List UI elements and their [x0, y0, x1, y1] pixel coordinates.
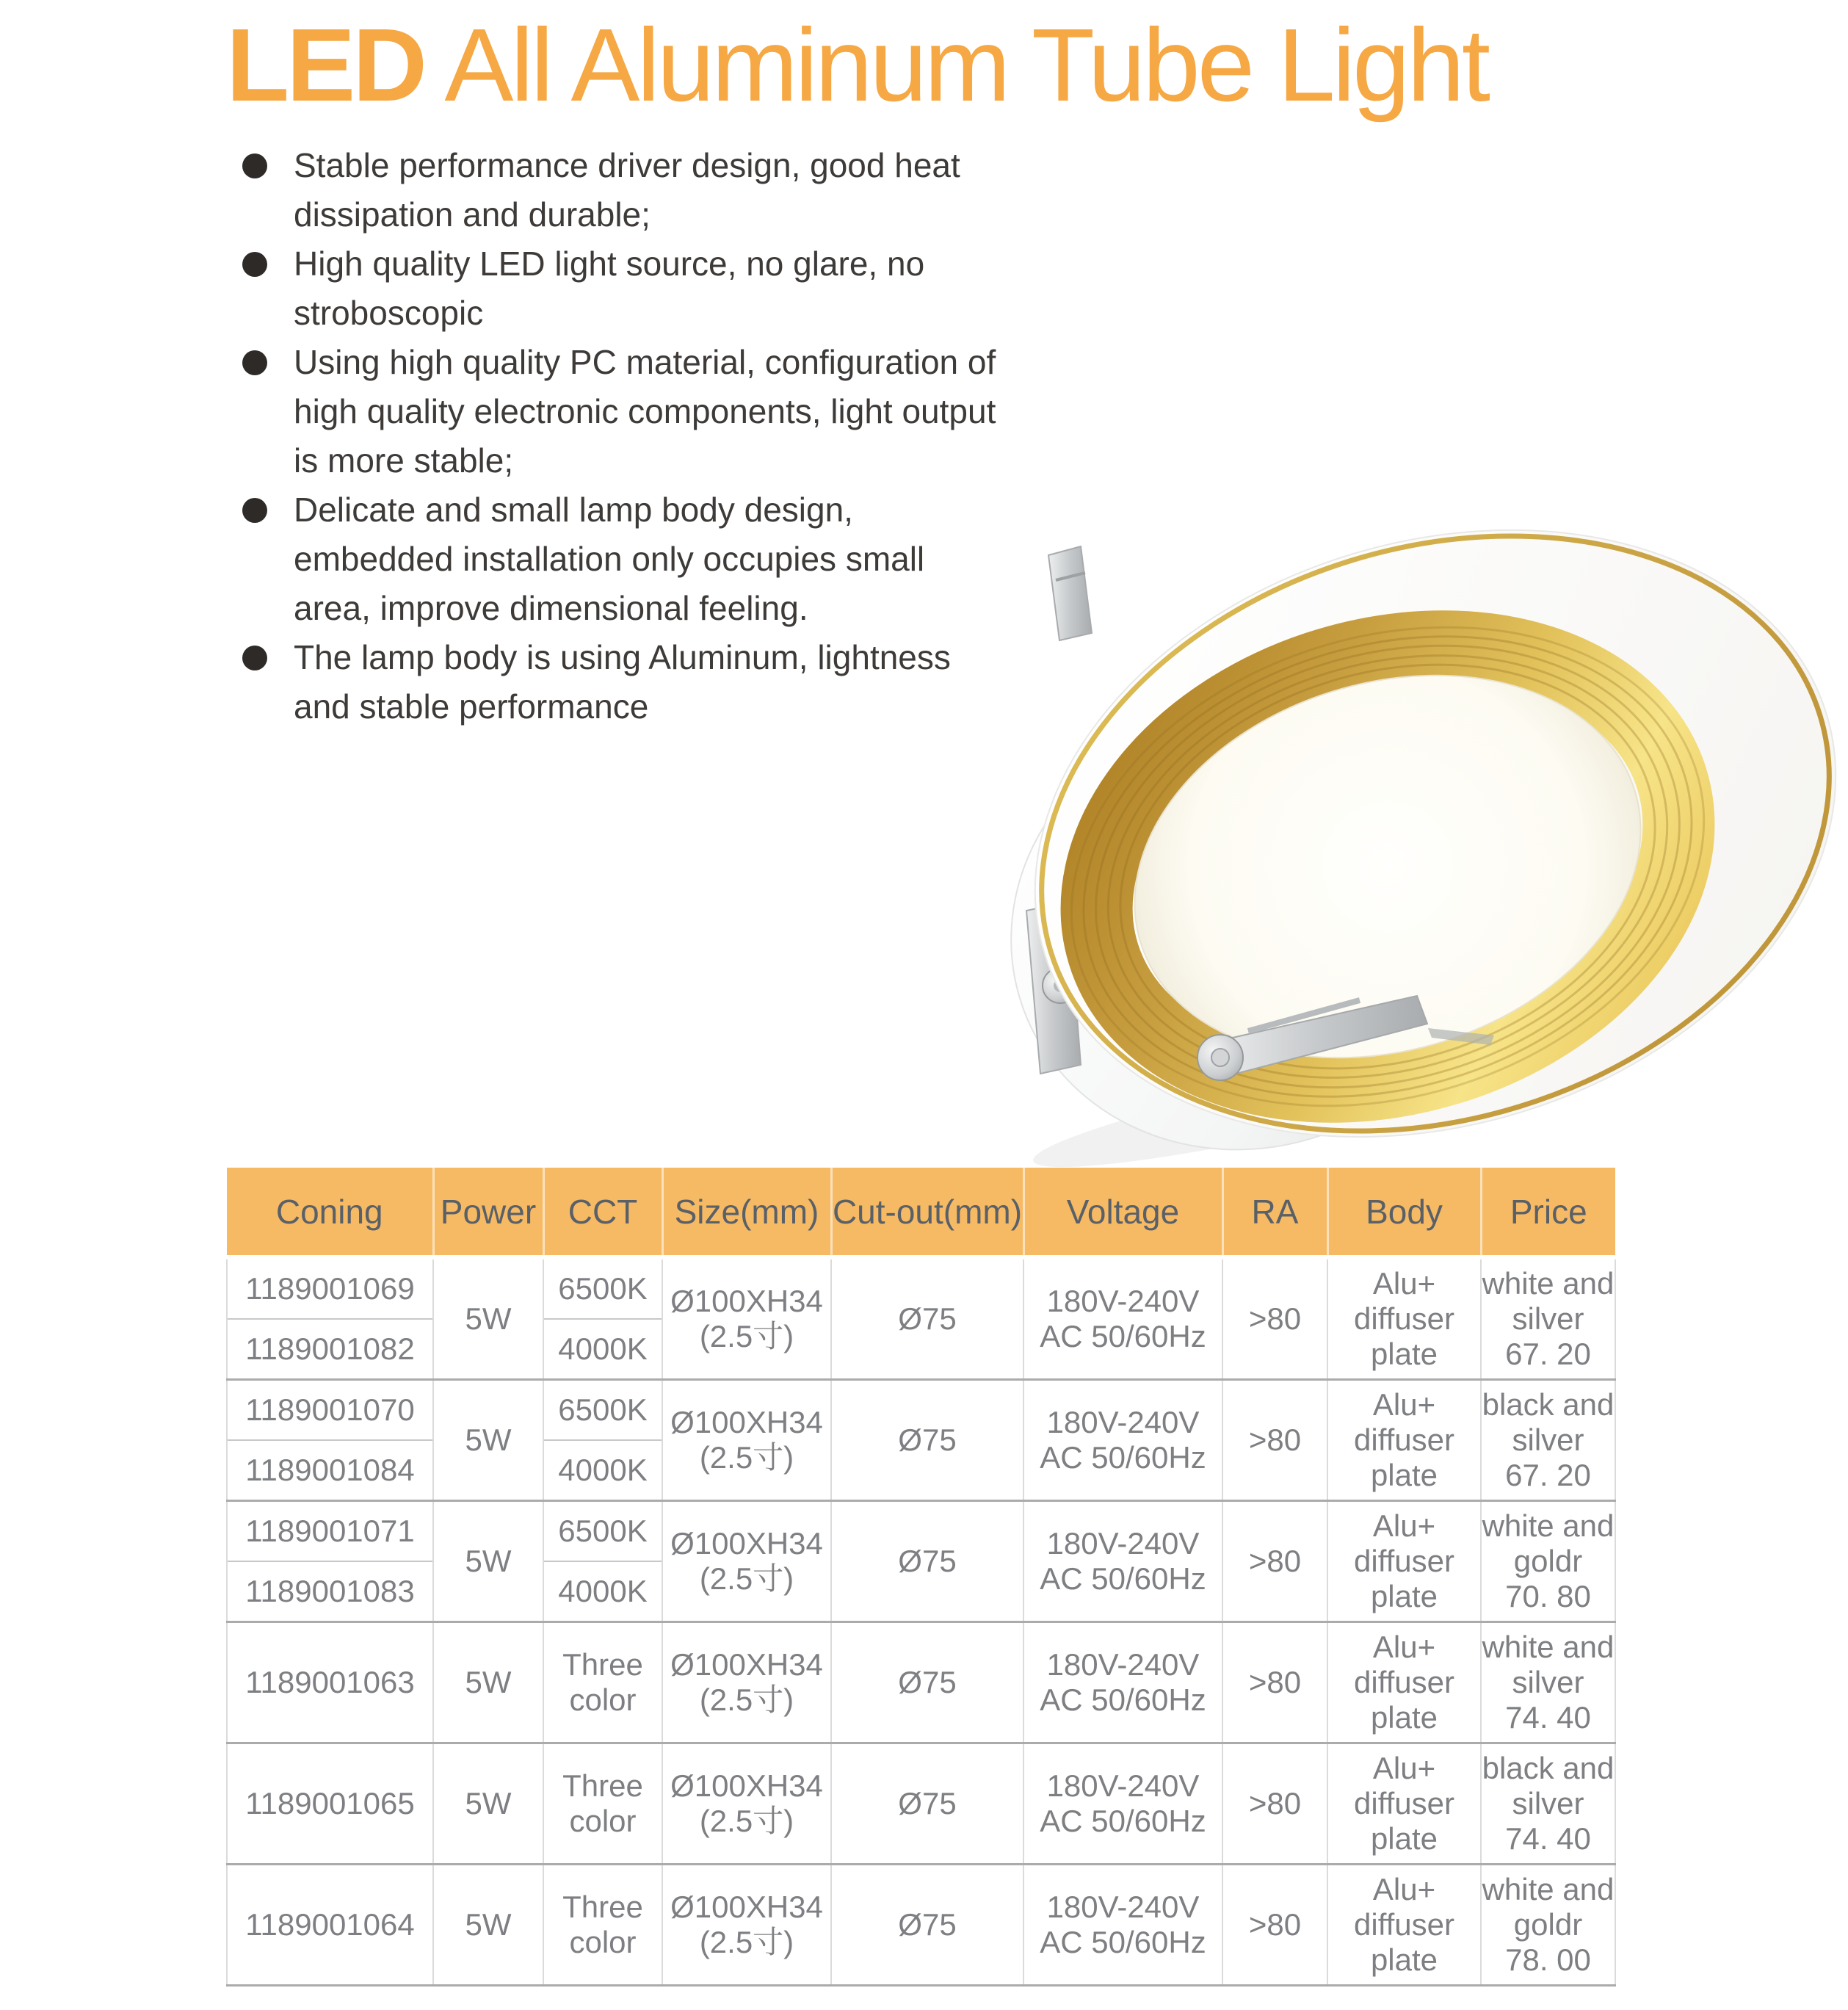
feature-line: High quality LED light source, no glare, no: [294, 245, 925, 283]
cell-voltage: [1023, 1743, 1222, 1865]
cell-cct: [543, 1743, 662, 1865]
column-header-power: Power: [433, 1168, 543, 1257]
cell-lines: [228, 1907, 432, 1942]
split-cell: [228, 1259, 432, 1378]
cell-coning: [227, 1257, 433, 1380]
column-header-size-mm: Size(mm): [662, 1168, 831, 1257]
cell-value: Ø75: [898, 1907, 957, 1942]
cell-line: 180V-240V: [1046, 1526, 1200, 1561]
cell-price: [1481, 1257, 1615, 1380]
cell-lines: [1328, 1508, 1480, 1614]
cell-price: [1481, 1743, 1615, 1865]
cell-body: [1327, 1622, 1481, 1743]
cell-body: [1327, 1865, 1481, 1986]
cell-line: 1189001063: [245, 1665, 415, 1699]
cell-ra: [1222, 1865, 1327, 1986]
cell-value: Ø75: [898, 1301, 957, 1336]
cell-line: (2.5寸): [699, 1319, 794, 1353]
cell-line: Ø100XH34: [670, 1526, 823, 1561]
cell-lines: [1024, 1647, 1222, 1718]
cell-lines: [663, 1890, 830, 1960]
cell-line: 1189001084: [245, 1453, 415, 1487]
cell-value: >80: [1248, 1665, 1302, 1699]
cell-line: AC 50/60Hz: [1040, 1682, 1206, 1717]
table-row: [227, 1865, 1615, 1986]
price-cell-lines: [1482, 1266, 1615, 1372]
cell-body: [1327, 1380, 1481, 1501]
cell-line: 6500K: [544, 1259, 662, 1320]
column-header-cct: CCT: [543, 1168, 662, 1257]
cell-line: AC 50/60Hz: [1040, 1319, 1206, 1353]
cell-size: [662, 1380, 831, 1501]
column-header-body: Body: [1327, 1168, 1481, 1257]
feature-line: and stable performance: [294, 687, 649, 726]
feature-line: The lamp body is using Aluminum, lightness: [294, 638, 951, 676]
cell-line: Ø100XH34: [670, 1284, 823, 1318]
cell-line: Alu+: [1372, 1266, 1436, 1301]
cell-price: [1481, 1622, 1615, 1743]
cell-line: Ø100XH34: [670, 1405, 823, 1439]
cell-ra: [1222, 1257, 1327, 1380]
cell-lines: [1328, 1387, 1480, 1493]
cell-ra: [1222, 1380, 1327, 1501]
cell-line: Ø100XH34: [670, 1890, 823, 1924]
split-cell: [544, 1381, 662, 1500]
cell-lines: [1328, 1630, 1480, 1735]
cell-line: diffuser: [1354, 1907, 1454, 1942]
cell-value: >80: [1248, 1544, 1302, 1578]
price-value: 74. 40: [1505, 1700, 1591, 1735]
cell-lines: [544, 1890, 662, 1960]
cell-lines: [663, 1405, 830, 1475]
cell-line: Alu+: [1372, 1630, 1436, 1664]
cell-lines: [663, 1526, 830, 1597]
cell-cutout: [831, 1501, 1023, 1622]
cell-cct: [543, 1257, 662, 1380]
cell-line: Alu+: [1372, 1872, 1436, 1906]
cell-line: Three: [562, 1768, 643, 1803]
column-header-price: Price: [1481, 1168, 1615, 1257]
cell-voltage: [1023, 1380, 1222, 1501]
cell-value: >80: [1248, 1907, 1302, 1942]
cell-voltage: [1023, 1622, 1222, 1743]
cell-line: 1189001071: [228, 1502, 432, 1562]
cell-line: plate: [1370, 1700, 1438, 1735]
cell-ra: [1222, 1743, 1327, 1865]
cell-value: 5W: [465, 1301, 512, 1336]
cell-lines: [663, 1284, 830, 1354]
cell-line: color: [569, 1804, 637, 1838]
cell-line: 180V-240V: [1046, 1284, 1200, 1318]
price-cell-lines: [1482, 1630, 1615, 1735]
cell-cutout: [831, 1865, 1023, 1986]
feature-line: high quality electronic components, light output: [294, 392, 996, 430]
price-color-line: white and: [1482, 1630, 1615, 1664]
feature-line: is more stable;: [294, 441, 514, 480]
feature-line: dissipation and durable;: [294, 195, 651, 234]
cell-line: AC 50/60Hz: [1040, 1804, 1206, 1838]
cell-price: [1481, 1501, 1615, 1622]
cell-line: 6500K: [544, 1381, 662, 1441]
cell-size: [662, 1257, 831, 1380]
price-color-line: silver: [1512, 1301, 1584, 1336]
price-value: 78. 00: [1505, 1942, 1591, 1977]
table-body: [227, 1257, 1615, 1986]
cell-power: [433, 1865, 543, 1986]
price-value: 70. 80: [1505, 1579, 1591, 1613]
cell-value: >80: [1248, 1301, 1302, 1336]
cell-cutout: [831, 1743, 1023, 1865]
cell-line: 1189001065: [245, 1786, 415, 1821]
cell-line: 4000K: [558, 1331, 648, 1366]
cell-price: [1481, 1865, 1615, 1986]
cell-lines: [1328, 1266, 1480, 1372]
cell-line: Alu+: [1372, 1508, 1436, 1543]
cell-body: [1327, 1257, 1481, 1380]
price-color-line: black and: [1482, 1387, 1615, 1422]
cell-ra: [1222, 1622, 1327, 1743]
cell-value: 5W: [465, 1786, 512, 1821]
split-cell: [544, 1259, 662, 1378]
cell-power: [433, 1622, 543, 1743]
cell-voltage: [1023, 1865, 1222, 1986]
price-cell-lines: [1482, 1751, 1615, 1857]
cell-line: 1189001070: [228, 1381, 432, 1441]
cell-lines: [663, 1768, 830, 1839]
cell-size: [662, 1865, 831, 1986]
cell-lines: [1328, 1872, 1480, 1978]
cell-cct: [543, 1865, 662, 1986]
cell-line: plate: [1370, 1458, 1438, 1492]
cell-lines: [544, 1647, 662, 1718]
cell-line: (2.5寸): [699, 1925, 794, 1959]
cell-value: Ø75: [898, 1665, 957, 1699]
cell-lines: [1328, 1751, 1480, 1857]
split-cell: [228, 1502, 432, 1621]
split-cell: [228, 1381, 432, 1500]
cell-line: Alu+: [1372, 1387, 1436, 1422]
cell-lines: [228, 1786, 432, 1821]
cell-line: diffuser: [1354, 1786, 1454, 1821]
column-header-ra: RA: [1222, 1168, 1327, 1257]
cell-voltage: [1023, 1501, 1222, 1622]
cell-lines: [1024, 1526, 1222, 1597]
price-color-line: silver: [1512, 1422, 1584, 1457]
table-row: [227, 1501, 1615, 1622]
table-header-row: [227, 1168, 1615, 1257]
feature-line: Delicate and small lamp body design,: [294, 491, 853, 529]
cell-line: diffuser: [1354, 1422, 1454, 1457]
price-color-line: white and: [1482, 1508, 1615, 1543]
price-cell-lines: [1482, 1387, 1615, 1493]
cell-coning: [227, 1743, 433, 1865]
cell-line: color: [569, 1925, 637, 1959]
table-row: [227, 1380, 1615, 1501]
cell-lines: [1024, 1284, 1222, 1354]
cell-line: 180V-240V: [1046, 1768, 1200, 1803]
cell-line: (2.5寸): [699, 1561, 794, 1596]
cell-body: [1327, 1501, 1481, 1622]
cell-line: AC 50/60Hz: [1040, 1440, 1206, 1475]
cell-coning: [227, 1865, 433, 1986]
cell-line: Three: [562, 1647, 643, 1682]
cell-value: Ø75: [898, 1786, 957, 1821]
cell-line: 4000K: [558, 1453, 648, 1487]
cell-line: (2.5寸): [699, 1440, 794, 1475]
price-color-line: silver: [1512, 1665, 1584, 1699]
cell-value: >80: [1248, 1422, 1302, 1457]
table-row: [227, 1622, 1615, 1743]
cell-lines: [1024, 1890, 1222, 1960]
feature-line: embedded installation only occupies small: [294, 540, 925, 578]
price-color-line: goldr: [1513, 1544, 1583, 1578]
price-value: 67. 20: [1505, 1458, 1591, 1492]
cell-line: Alu+: [1372, 1751, 1436, 1785]
cell-line: color: [569, 1682, 637, 1717]
cell-value: 5W: [465, 1422, 512, 1457]
cell-size: [662, 1501, 831, 1622]
cell-line: AC 50/60Hz: [1040, 1925, 1206, 1959]
cell-line: plate: [1370, 1579, 1438, 1613]
cell-line: 1189001069: [228, 1259, 432, 1320]
cell-value: 5W: [465, 1544, 512, 1578]
cell-value: Ø75: [898, 1544, 957, 1578]
table-row: [227, 1743, 1615, 1865]
cell-line: 6500K: [544, 1502, 662, 1562]
cell-lines: [663, 1647, 830, 1718]
cell-cct: [543, 1380, 662, 1501]
price-cell-lines: [1482, 1872, 1615, 1978]
table-row: [227, 1257, 1615, 1380]
cell-line: 180V-240V: [1046, 1890, 1200, 1924]
top-spring-clip: [1048, 546, 1092, 640]
title-led: LED: [226, 7, 424, 123]
cell-lines: [228, 1665, 432, 1700]
price-color-line: white and: [1482, 1872, 1615, 1906]
cell-line: plate: [1370, 1942, 1438, 1977]
price-color-line: black and: [1482, 1751, 1615, 1785]
cell-line: 180V-240V: [1046, 1647, 1200, 1682]
cell-line: Ø100XH34: [670, 1647, 823, 1682]
cell-line: plate: [1370, 1337, 1438, 1371]
cell-line: 1189001064: [245, 1907, 415, 1942]
cell-line: AC 50/60Hz: [1040, 1561, 1206, 1596]
split-cell: [544, 1502, 662, 1621]
cell-line: diffuser: [1354, 1301, 1454, 1336]
feature-line: Stable performance driver design, good heat: [294, 146, 960, 184]
cell-line: (2.5寸): [699, 1682, 794, 1717]
cell-value: 5W: [465, 1907, 512, 1942]
price-value: 67. 20: [1505, 1337, 1591, 1371]
cell-lines: [1024, 1768, 1222, 1839]
cell-cct: [543, 1501, 662, 1622]
cell-cutout: [831, 1622, 1023, 1743]
cell-cutout: [831, 1257, 1023, 1380]
cell-power: [433, 1257, 543, 1380]
cell-size: [662, 1743, 831, 1865]
cell-line: 1189001082: [245, 1331, 415, 1366]
cell-voltage: [1023, 1257, 1222, 1380]
column-header-voltage: Voltage: [1023, 1168, 1222, 1257]
price-color-line: goldr: [1513, 1907, 1583, 1942]
cell-value: 5W: [465, 1665, 512, 1699]
cell-lines: [544, 1768, 662, 1839]
price-value: 74. 40: [1505, 1821, 1591, 1856]
column-header-cut-out-mm: Cut-out(mm): [831, 1168, 1023, 1257]
feature-line: stroboscopic: [294, 294, 484, 332]
cell-line: 1189001083: [245, 1574, 415, 1608]
cell-ra: [1222, 1501, 1327, 1622]
cell-line: plate: [1370, 1821, 1438, 1856]
cell-coning: [227, 1501, 433, 1622]
cell-lines: [1024, 1405, 1222, 1475]
cell-power: [433, 1501, 543, 1622]
cell-line: (2.5寸): [699, 1804, 794, 1838]
cell-price: [1481, 1380, 1615, 1501]
cell-line: 180V-240V: [1046, 1405, 1200, 1439]
cell-value: Ø75: [898, 1422, 957, 1457]
cell-cct: [543, 1622, 662, 1743]
cell-line: Three: [562, 1890, 643, 1924]
cell-line: 4000K: [558, 1574, 648, 1608]
price-cell-lines: [1482, 1508, 1615, 1614]
cell-cutout: [831, 1380, 1023, 1501]
cell-power: [433, 1380, 543, 1501]
price-color-line: white and: [1482, 1266, 1615, 1301]
price-color-line: silver: [1512, 1786, 1584, 1821]
spec-table: [226, 1168, 1616, 1986]
cell-line: diffuser: [1354, 1665, 1454, 1699]
cell-line: diffuser: [1354, 1544, 1454, 1578]
cell-line: Ø100XH34: [670, 1768, 823, 1803]
cell-body: [1327, 1743, 1481, 1865]
feature-line: area, improve dimensional feeling.: [294, 589, 808, 627]
cell-value: >80: [1248, 1786, 1302, 1821]
title-rest: All Aluminum Tube Light: [424, 7, 1488, 123]
feature-line: Using high quality PC material, configuration of: [294, 343, 996, 381]
column-header-coning: Coning: [227, 1168, 433, 1257]
cell-coning: [227, 1622, 433, 1743]
cell-coning: [227, 1380, 433, 1501]
cell-power: [433, 1743, 543, 1865]
cell-size: [662, 1622, 831, 1743]
